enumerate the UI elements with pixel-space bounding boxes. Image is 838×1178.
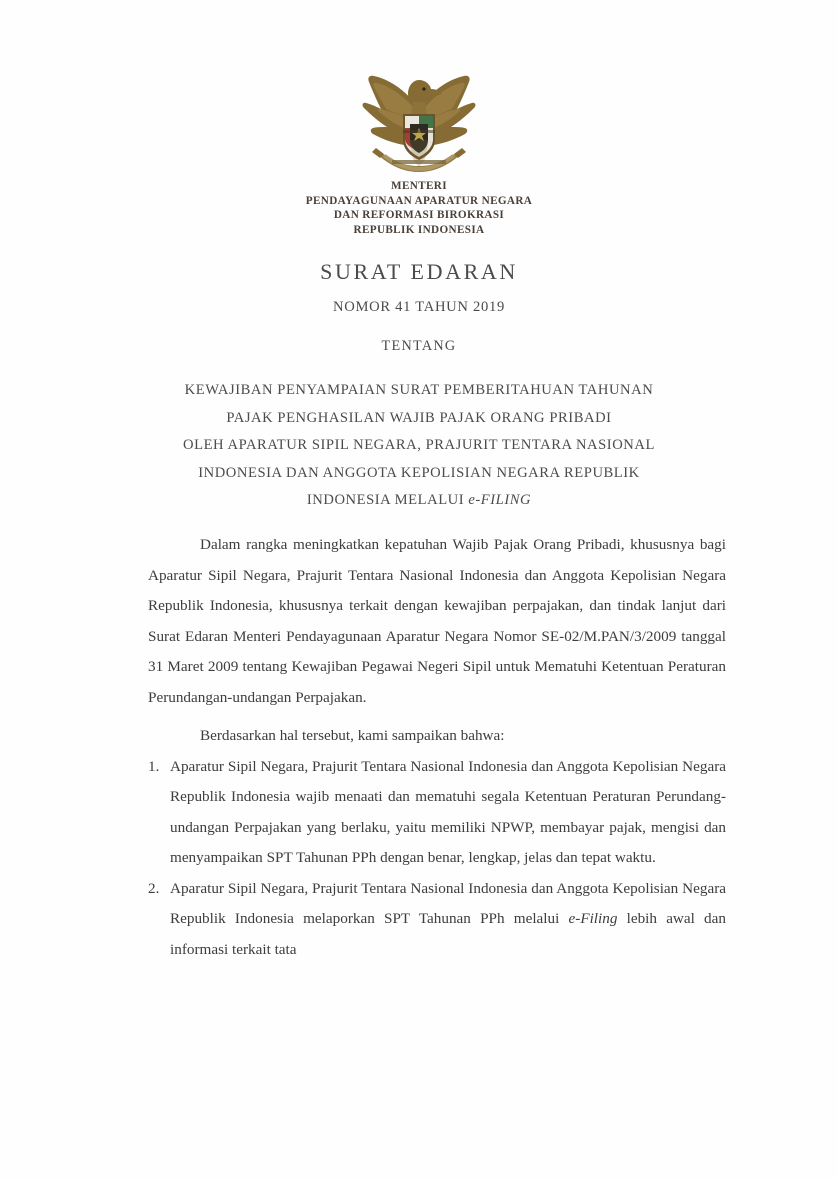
body-paragraph-1: Dalam rangka meningkatkan kepatuhan Wajib Pajak Orang Pribadi, khususnya bagi Aparatur Sipil Negara, Prajurit Tentara Nasional Indonesia dan Anggota Kepolisian Negara Republik Indonesia, khususnya terkait dengan kewajiban perpajakan, dan tindak lanjut dari Surat Edaran Menteri Pendayagunaan Aparatur Negara Nomor SE-02/M.PAN/3/2009 tanggal 31 Maret 2009 tentang Kewajiban Pegawai Negeri Sipil untuk Mematuhi Ketentuan Peraturan Perundangan-undangan Perpajakan.	[148, 536, 726, 706]
document-title: SURAT EDARAN	[320, 259, 518, 284]
list-item	[148, 874, 726, 966]
document-number: NOMOR 41 TAHUN 2019	[333, 299, 505, 315]
ministry-line-2: PENDAYAGUNAAN APARATUR NEGARA	[305, 194, 533, 207]
body-paragraph-2: Berdasarkan hal tersebut, kami sampaikan bahwa:	[200, 727, 505, 744]
ministry-line-1: MENTERI	[391, 180, 447, 192]
ministry-line-3: DAN REFORMASI BIROKRASI	[333, 209, 505, 222]
list-item-number: 2.	[148, 879, 160, 897]
subject-line-5-plain: INDONESIA MELALUI	[306, 492, 469, 508]
subject-line-5-italic: e-FILING	[468, 492, 532, 508]
subject-line-2: PAJAK PENGHASILAN WAJIB PAJAK ORANG PRIBADI	[226, 409, 612, 426]
subject-line-4: INDONESIA DAN ANGGOTA KEPOLISIAN NEGARA REPUBLIK	[198, 464, 640, 481]
list-item	[148, 752, 726, 874]
numbered-list	[148, 752, 726, 966]
subject-block	[0, 377, 838, 515]
list-item-text-part-a: Aparatur Sipil Negara, Prajurit Tentara Nasional Indonesia dan Anggota Kepolisian Negara Republik Indonesia melaporkan SPT Tahunan PPh melalui	[170, 879, 726, 927]
document-body	[148, 530, 726, 965]
title-block	[0, 258, 838, 515]
ministry-line-4: REPUBLIK INDONESIA	[353, 223, 485, 236]
list-item-text-part-b: lebih awal dan informasi terkait tata	[170, 910, 726, 958]
list-item-number: 1.	[148, 757, 160, 775]
garuda-pancasila-emblem	[358, 68, 480, 174]
about-label: TENTANG	[381, 338, 457, 354]
subject-line-1: KEWAJIBAN PENYAMPAIAN SURAT PEMBERITAHUAN TAHUNAN	[184, 382, 654, 398]
subject-line-5	[0, 487, 838, 515]
subject-line-3: OLEH APARATUR SIPIL NEGARA, PRAJURIT TENTARA NASIONAL	[183, 437, 655, 453]
list-item-text-italic: e-Filing	[568, 910, 618, 927]
ministry-header	[0, 179, 838, 237]
emblem-container	[0, 68, 838, 174]
list-item-text: Aparatur Sipil Negara, Prajurit Tentara Nasional Indonesia dan Anggota Kepolisian Negara Republik Indonesia wajib menaati dan mematuhi segala Ketentuan Peraturan Perundang-undangan Perpajakan yang berlaku, yaitu memiliki NPWP, membayar pajak, mengisi dan menyampaikan SPT Tahunan PPh dengan benar, lengkap, jelas dan tepat waktu.	[170, 757, 726, 866]
list-item-text	[170, 880, 726, 958]
